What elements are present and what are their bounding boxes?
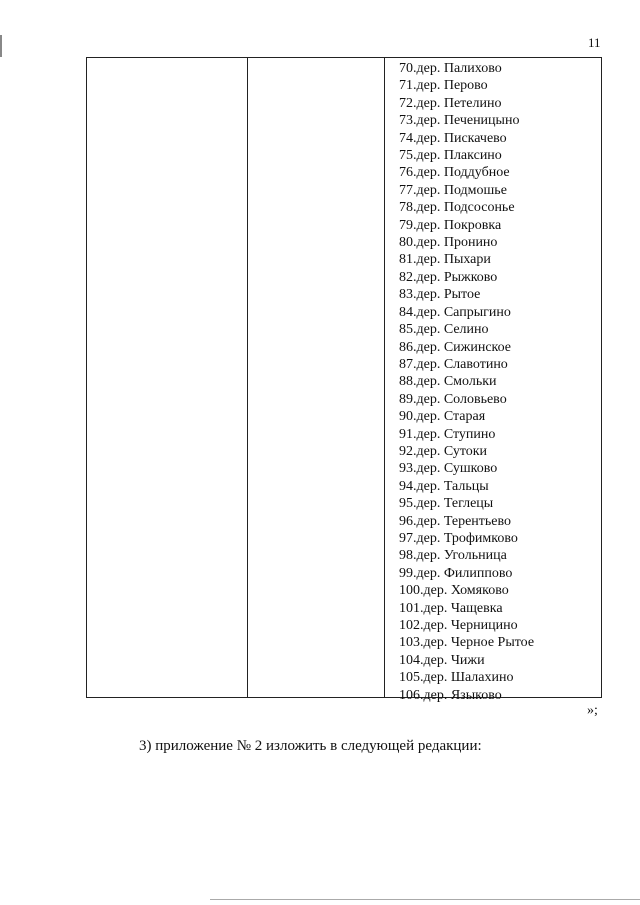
village-item: 98.дер. Угольница: [399, 548, 507, 564]
village-item: 72.дер. Петелино: [399, 95, 502, 111]
village-item: 78.дер. Подсосонье: [399, 200, 515, 216]
settlements-table: [86, 57, 602, 703]
village-item: 90.дер. Старая: [399, 409, 486, 425]
village-item: 85.дер. Селино: [399, 322, 489, 338]
column-divider-1: [247, 58, 248, 697]
village-item: 100.дер. Хомяково: [399, 583, 509, 599]
village-item: 86.дер. Сижинское: [399, 339, 512, 355]
village-item: 88.дер. Смольки: [399, 374, 497, 390]
village-item: 80.дер. Пронино: [399, 235, 498, 251]
column-divider-2: [384, 58, 385, 697]
village-item: 70.дер. Палихово: [399, 61, 502, 76]
village-item: 95.дер. Теглецы: [399, 496, 494, 512]
village-item: 101.дер. Чащевка: [399, 600, 503, 616]
village-item: 73.дер. Печеницыно: [399, 113, 520, 129]
instruction-text: 3) приложение № 2 изложить в следующей редакции:: [139, 738, 482, 754]
village-item: 96.дер. Терентьево: [399, 513, 512, 529]
village-item: 74.дер. Пискачево: [399, 130, 507, 146]
village-item: 99.дер. Филиппово: [399, 565, 513, 581]
page-edge-mark: [0, 35, 2, 57]
village-item: 81.дер. Пыхари: [399, 252, 491, 268]
village-item: 76.дер. Поддубное: [399, 165, 510, 181]
village-item: 94.дер. Тальцы: [399, 478, 489, 494]
village-item: 91.дер. Ступино: [399, 426, 496, 442]
village-item: 75.дер. Плаксино: [399, 148, 502, 164]
village-item: 83.дер. Рытое: [399, 287, 481, 303]
closing-quote-mark: »;: [587, 703, 598, 718]
village-item: 79.дер. Покровка: [399, 217, 502, 233]
village-item: 77.дер. Подмошье: [399, 182, 507, 198]
village-item: 104.дер. Чижи: [399, 652, 485, 668]
village-item: 92.дер. Сутоки: [399, 443, 488, 459]
village-item: 84.дер. Сапрыгино: [399, 304, 511, 320]
village-item: 82.дер. Рыжково: [399, 269, 498, 285]
village-item: 87.дер. Славотино: [399, 356, 508, 372]
village-item: 103.дер. Черное Рытое: [399, 635, 535, 651]
village-item: 97.дер. Трофимково: [399, 530, 518, 546]
village-item: 93.дер. Сушково: [399, 461, 498, 477]
village-item: 89.дер. Соловьево: [399, 391, 507, 407]
page-number: 11: [588, 35, 601, 50]
bottom-divider: [210, 899, 640, 900]
village-item: 106.дер. Языково: [399, 687, 502, 703]
village-item: 105.дер. Шалахино: [399, 670, 514, 686]
village-item: 102.дер. Черницино: [399, 618, 518, 633]
village-list: [399, 60, 534, 704]
village-item: 71.дер. Перово: [399, 78, 488, 94]
